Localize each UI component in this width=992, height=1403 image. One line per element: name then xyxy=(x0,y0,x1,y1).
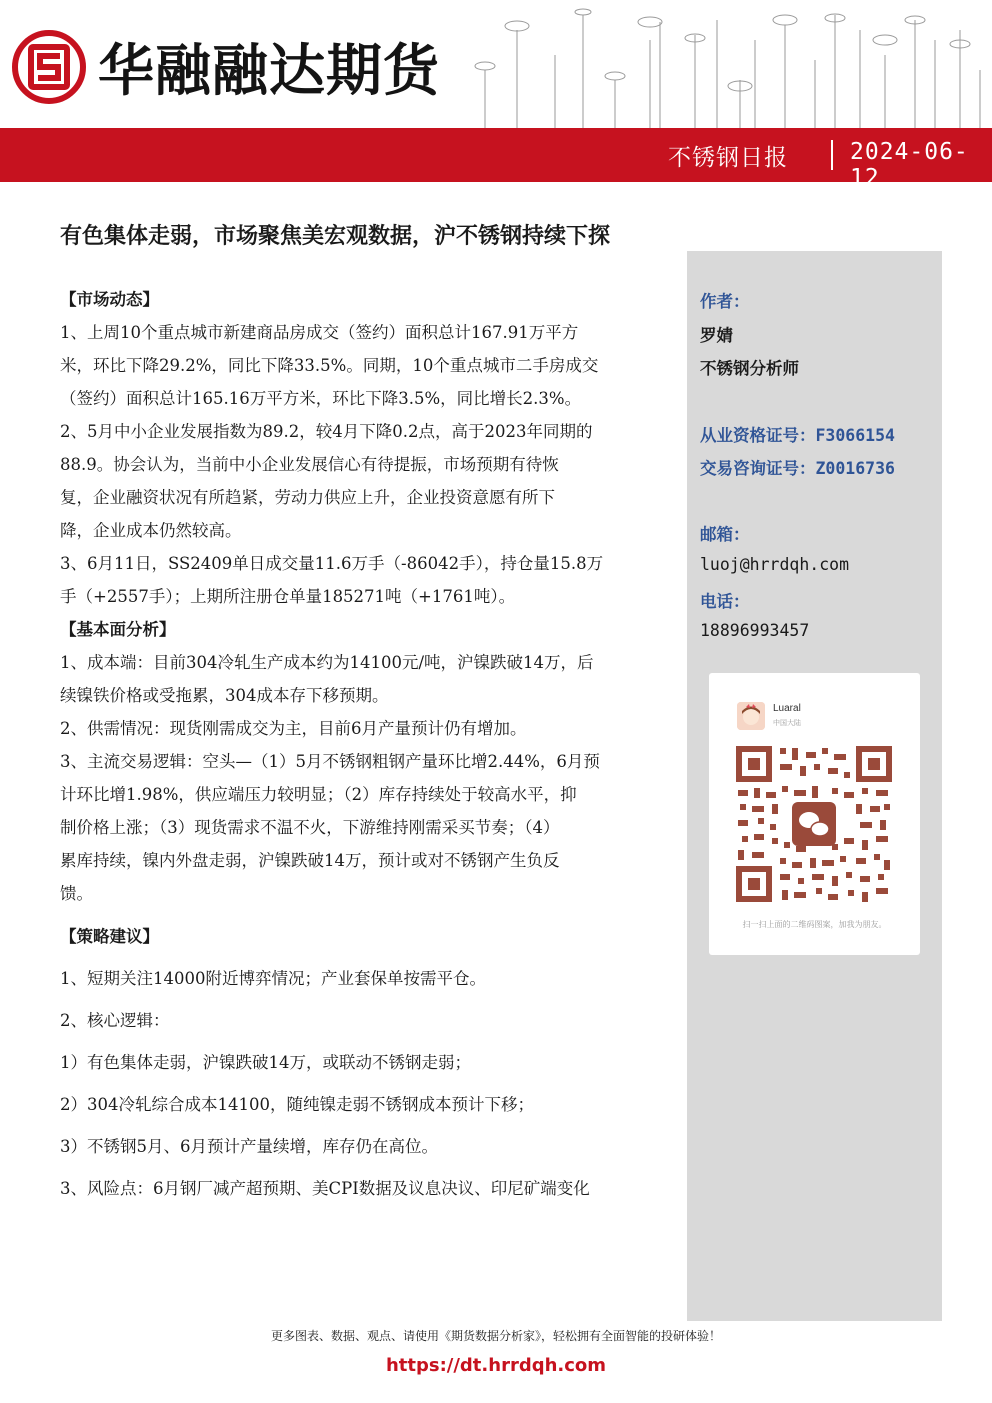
consult-value: Z0016736 xyxy=(815,459,895,478)
email-label: 邮箱： xyxy=(700,525,750,544)
report-name: 不锈钢日报 xyxy=(668,145,788,171)
paragraph-line: 3、风险点：6月钢厂减产超预期、美CPI数据及议息决议、印尼矿端变化 xyxy=(60,1179,590,1198)
paragraph-line: 手（+2557手）；上期所注册仓单量185271吨（+1761吨）。 xyxy=(60,587,516,606)
section-heading-strategy: 【策略建议】 xyxy=(60,927,159,946)
qr-account-name: Luaral xyxy=(773,703,801,714)
paragraph-line: 制价格上涨；（3）现货需求不温不火，下游维持刚需采买节奏；（4） xyxy=(60,818,560,837)
qr-code-icon[interactable] xyxy=(736,746,892,902)
author-title: 不锈钢分析师 xyxy=(700,359,799,378)
report-body xyxy=(60,283,670,1214)
paragraph-line: 续镍铁价格或受拖累，304成本存下移预期。 xyxy=(60,686,389,705)
paragraph-line: 3、6月11日，SS2409单日成交量11.6万手（-86042手），持仓量15.8万 xyxy=(60,554,604,573)
email-link[interactable]: luoj@hrrdqh.com xyxy=(700,555,850,574)
paragraph-line: 2）304冷轧综合成本14100，随纯镍走弱不锈钢成本预计下移； xyxy=(60,1095,534,1114)
license-number xyxy=(700,422,895,446)
strategy-section xyxy=(60,962,670,1205)
paragraph-line: 馈。 xyxy=(60,884,93,903)
header-bar xyxy=(0,128,992,182)
phone-number: 18896993457 xyxy=(700,621,810,640)
header-divider xyxy=(831,140,833,170)
avatar xyxy=(737,702,765,730)
paragraph-line: 累库持续，镍内外盘走弱，沪镍跌破14万，预计或对不锈钢产生负反 xyxy=(60,851,560,870)
license-label: 从业资格证号： xyxy=(700,426,816,445)
author-name: 罗婧 xyxy=(700,326,733,345)
paragraph-line: 2、5月中小企业发展指数为89.2，较4月下降0.2点，高于2023年同期的 xyxy=(60,422,593,441)
paragraph-line: （签约）面积总计165.16万平方米，环比下降3.5%，同比增长2.3%。 xyxy=(60,389,582,408)
paragraph-line: 3、主流交易逻辑：空头—（1）5月不锈钢粗钢产量环比增2.44%，6月预 xyxy=(60,752,600,771)
logo-mark-icon xyxy=(12,30,86,104)
footer-website-link[interactable]: https://dt.hrrdqh.com xyxy=(385,1355,607,1376)
paragraph-line: 2、供需情况：现货刚需成交为主，目前6月产量预计仍有增加。 xyxy=(60,719,527,738)
phone-label: 电话： xyxy=(700,592,750,611)
license-value: F3066154 xyxy=(815,426,895,445)
paragraph-line: 3）不锈钢5月、6月预计产量续增，库存仍在高位。 xyxy=(60,1137,438,1156)
paragraph-line: 88.9。协会认为，当前中小企业发展信心有待提振，市场预期有待恢 xyxy=(60,455,559,474)
qr-account-region: 中国大陆 xyxy=(773,720,801,727)
paragraph-line: 降，企业成本仍然较高。 xyxy=(60,521,242,540)
paragraph-line: 1、短期关注14000附近博弈情况；产业套保单按需平仓。 xyxy=(60,969,486,988)
footer-note: 更多图表、数据、观点、请使用《期货数据分析家》，轻松拥有全面智能的投研体验！ xyxy=(270,1329,721,1343)
paragraph-line: 1、成本端：目前304冷轧生产成本约为14100元/吨，沪镍跌破14万，后 xyxy=(60,653,594,672)
paragraph-line: 复，企业融资状况有所趋紧，劳动力供应上升，企业投资意愿有所下 xyxy=(60,488,555,507)
report-date: 2024-06-12 xyxy=(850,139,969,191)
qr-caption: 扫一扫上面的二维码图案，加我为朋友。 xyxy=(742,920,887,929)
section-heading-fundamental: 【基本面分析】 xyxy=(60,620,176,639)
paragraph-line: 米，环比下降29.2%，同比下降33.5%。同期，10个重点城市二手房成交 xyxy=(60,356,599,375)
company-logo xyxy=(12,22,440,112)
company-name: 华融融达期货 xyxy=(98,39,440,104)
consult-label: 交易咨询证号： xyxy=(700,459,816,478)
page-title: 有色集体走弱，市场聚焦美宏观数据，沪不锈钢持续下探 xyxy=(60,224,611,249)
header-decoration xyxy=(455,0,992,128)
paragraph-line: 计环比增1.98%，供应端压力较明显；（2）库存持续处于较高水平，抑 xyxy=(60,785,577,804)
author-label: 作者： xyxy=(700,292,750,311)
paragraph-line: 2、核心逻辑： xyxy=(60,1011,170,1030)
paragraph-line: 1）有色集体走弱，沪镍跌破14万，或联动不锈钢走弱； xyxy=(60,1053,471,1072)
section-heading-market: 【市场动态】 xyxy=(60,290,159,309)
market-section xyxy=(60,316,670,613)
consult-number xyxy=(700,455,895,479)
fundamental-section xyxy=(60,646,670,910)
paragraph-line: 1、上周10个重点城市新建商品房成交（签约）面积总计167.91万平方 xyxy=(60,323,579,342)
